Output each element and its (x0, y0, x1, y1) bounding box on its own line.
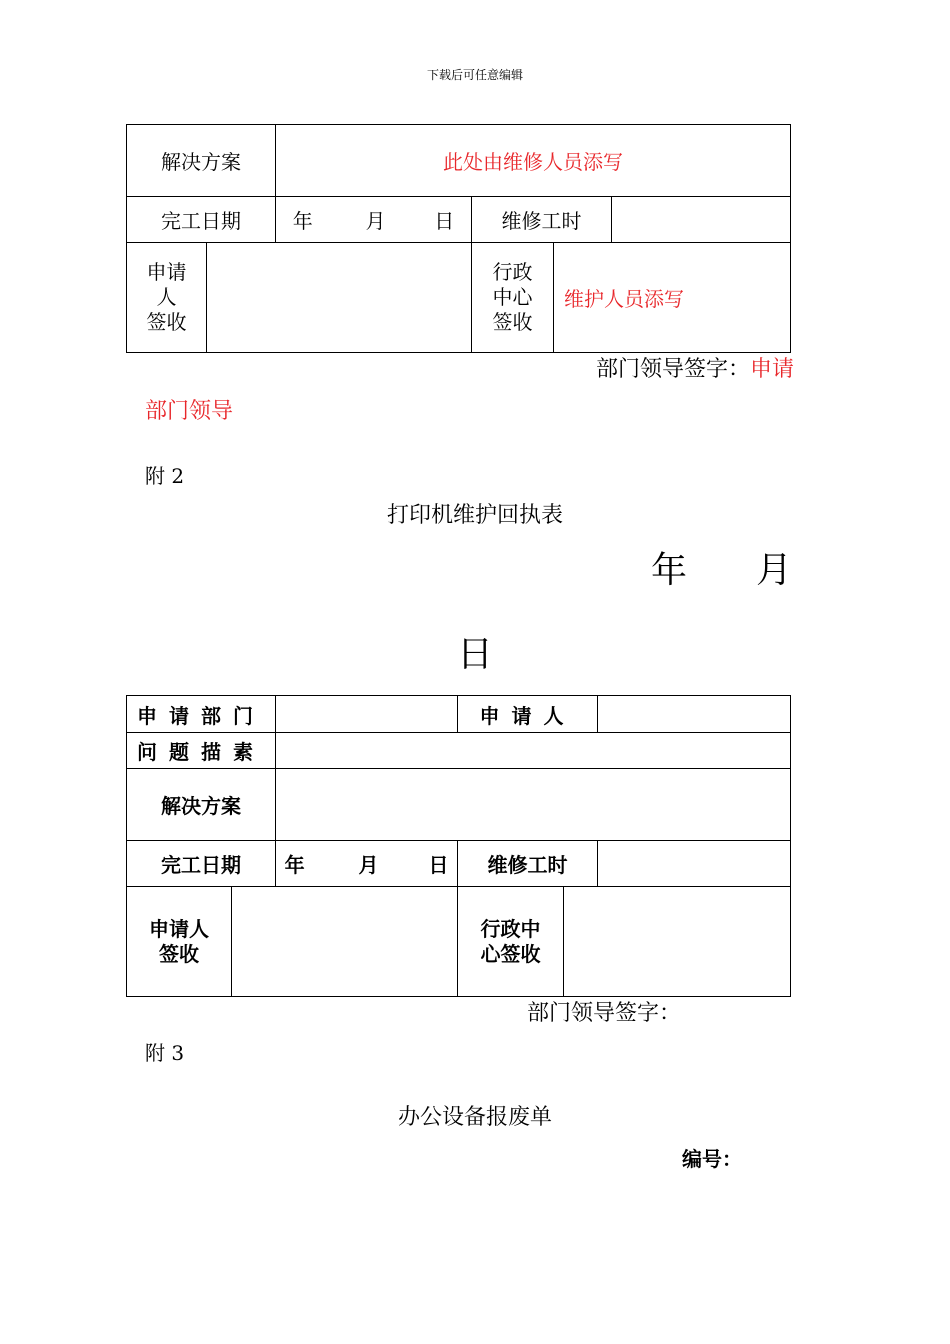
repair-hours-label: 维修工时 (472, 197, 612, 243)
applicant-sign-value (207, 243, 472, 353)
admin-sign-line1: 行政 (492, 260, 533, 284)
admin-sign-line2: 中心 (492, 285, 533, 309)
problem-label: 问题描素 (127, 733, 276, 769)
date-day: 日 (434, 209, 455, 233)
appendix2-date-month: 月 (756, 550, 793, 591)
maintenance-table-continued (126, 124, 791, 353)
date-month-2: 月 (358, 853, 379, 877)
date-day-2: 日 (428, 853, 449, 877)
signature-note-part1: 申请 (750, 357, 795, 382)
applicant-sign-line3: 签收 (146, 310, 187, 334)
applicant-sign-line2-2: 签收 (159, 941, 199, 966)
applicant-value (598, 696, 791, 733)
solution-value-2 (276, 769, 791, 841)
problem-value (276, 733, 791, 769)
completion-date-value-2 (276, 841, 458, 887)
admin-sign-label-2 (458, 887, 564, 997)
number-label: 编号： (682, 1147, 742, 1171)
appendix3-label: 附 3 (145, 1041, 185, 1065)
solution-label: 解决方案 (127, 125, 276, 197)
date-year: 年 (292, 209, 313, 233)
applicant-sign-label (127, 243, 207, 353)
printer-maintenance-table (126, 695, 791, 997)
appendix2-date-day: 日 (456, 634, 493, 675)
signature-line-1 (596, 352, 794, 383)
appendix3-title: 办公设备报废单 (397, 1105, 552, 1130)
date-month: 月 (365, 209, 386, 233)
solution-note: 此处由维修人员添写 (276, 125, 791, 197)
signature-note-part2: 部门领导 (145, 399, 234, 424)
applicant-sign-value-2 (232, 887, 458, 997)
admin-sign-line3: 签收 (492, 310, 533, 334)
applicant-sign-line1-2: 申请人 (149, 916, 209, 941)
admin-sign-line1-2: 行政中 (480, 916, 541, 941)
repair-hours-label-2: 维修工时 (458, 841, 598, 887)
admin-sign-value-2 (564, 887, 791, 997)
admin-sign-note: 维护人员添写 (554, 243, 791, 353)
applicant-label: 申请人 (458, 696, 598, 733)
admin-sign-label (472, 243, 554, 353)
appendix2-date-year: 年 (651, 550, 688, 591)
completion-date-label-2: 完工日期 (127, 841, 276, 887)
completion-date-value (276, 197, 472, 243)
signature-label: 部门领导签字： (596, 357, 751, 382)
completion-date-label: 完工日期 (127, 197, 276, 243)
applicant-sign-line2: 人 (156, 285, 177, 309)
repair-hours-value (612, 197, 791, 243)
signature-line-2: 部门领导签字： (527, 1001, 682, 1026)
applicant-sign-label-2 (127, 887, 232, 997)
page-header: 下载后可任意编辑 (426, 68, 523, 82)
solution-label-2: 解决方案 (127, 769, 276, 841)
dept-label: 申请部门 (127, 696, 276, 733)
appendix2-title: 打印机维护回执表 (386, 503, 563, 528)
applicant-sign-line1: 申请 (146, 260, 187, 284)
date-year-2: 年 (284, 853, 305, 877)
appendix2-label: 附 2 (145, 464, 185, 488)
dept-value (276, 696, 458, 733)
admin-sign-line2-2: 心签收 (480, 941, 541, 966)
repair-hours-value-2 (598, 841, 791, 887)
